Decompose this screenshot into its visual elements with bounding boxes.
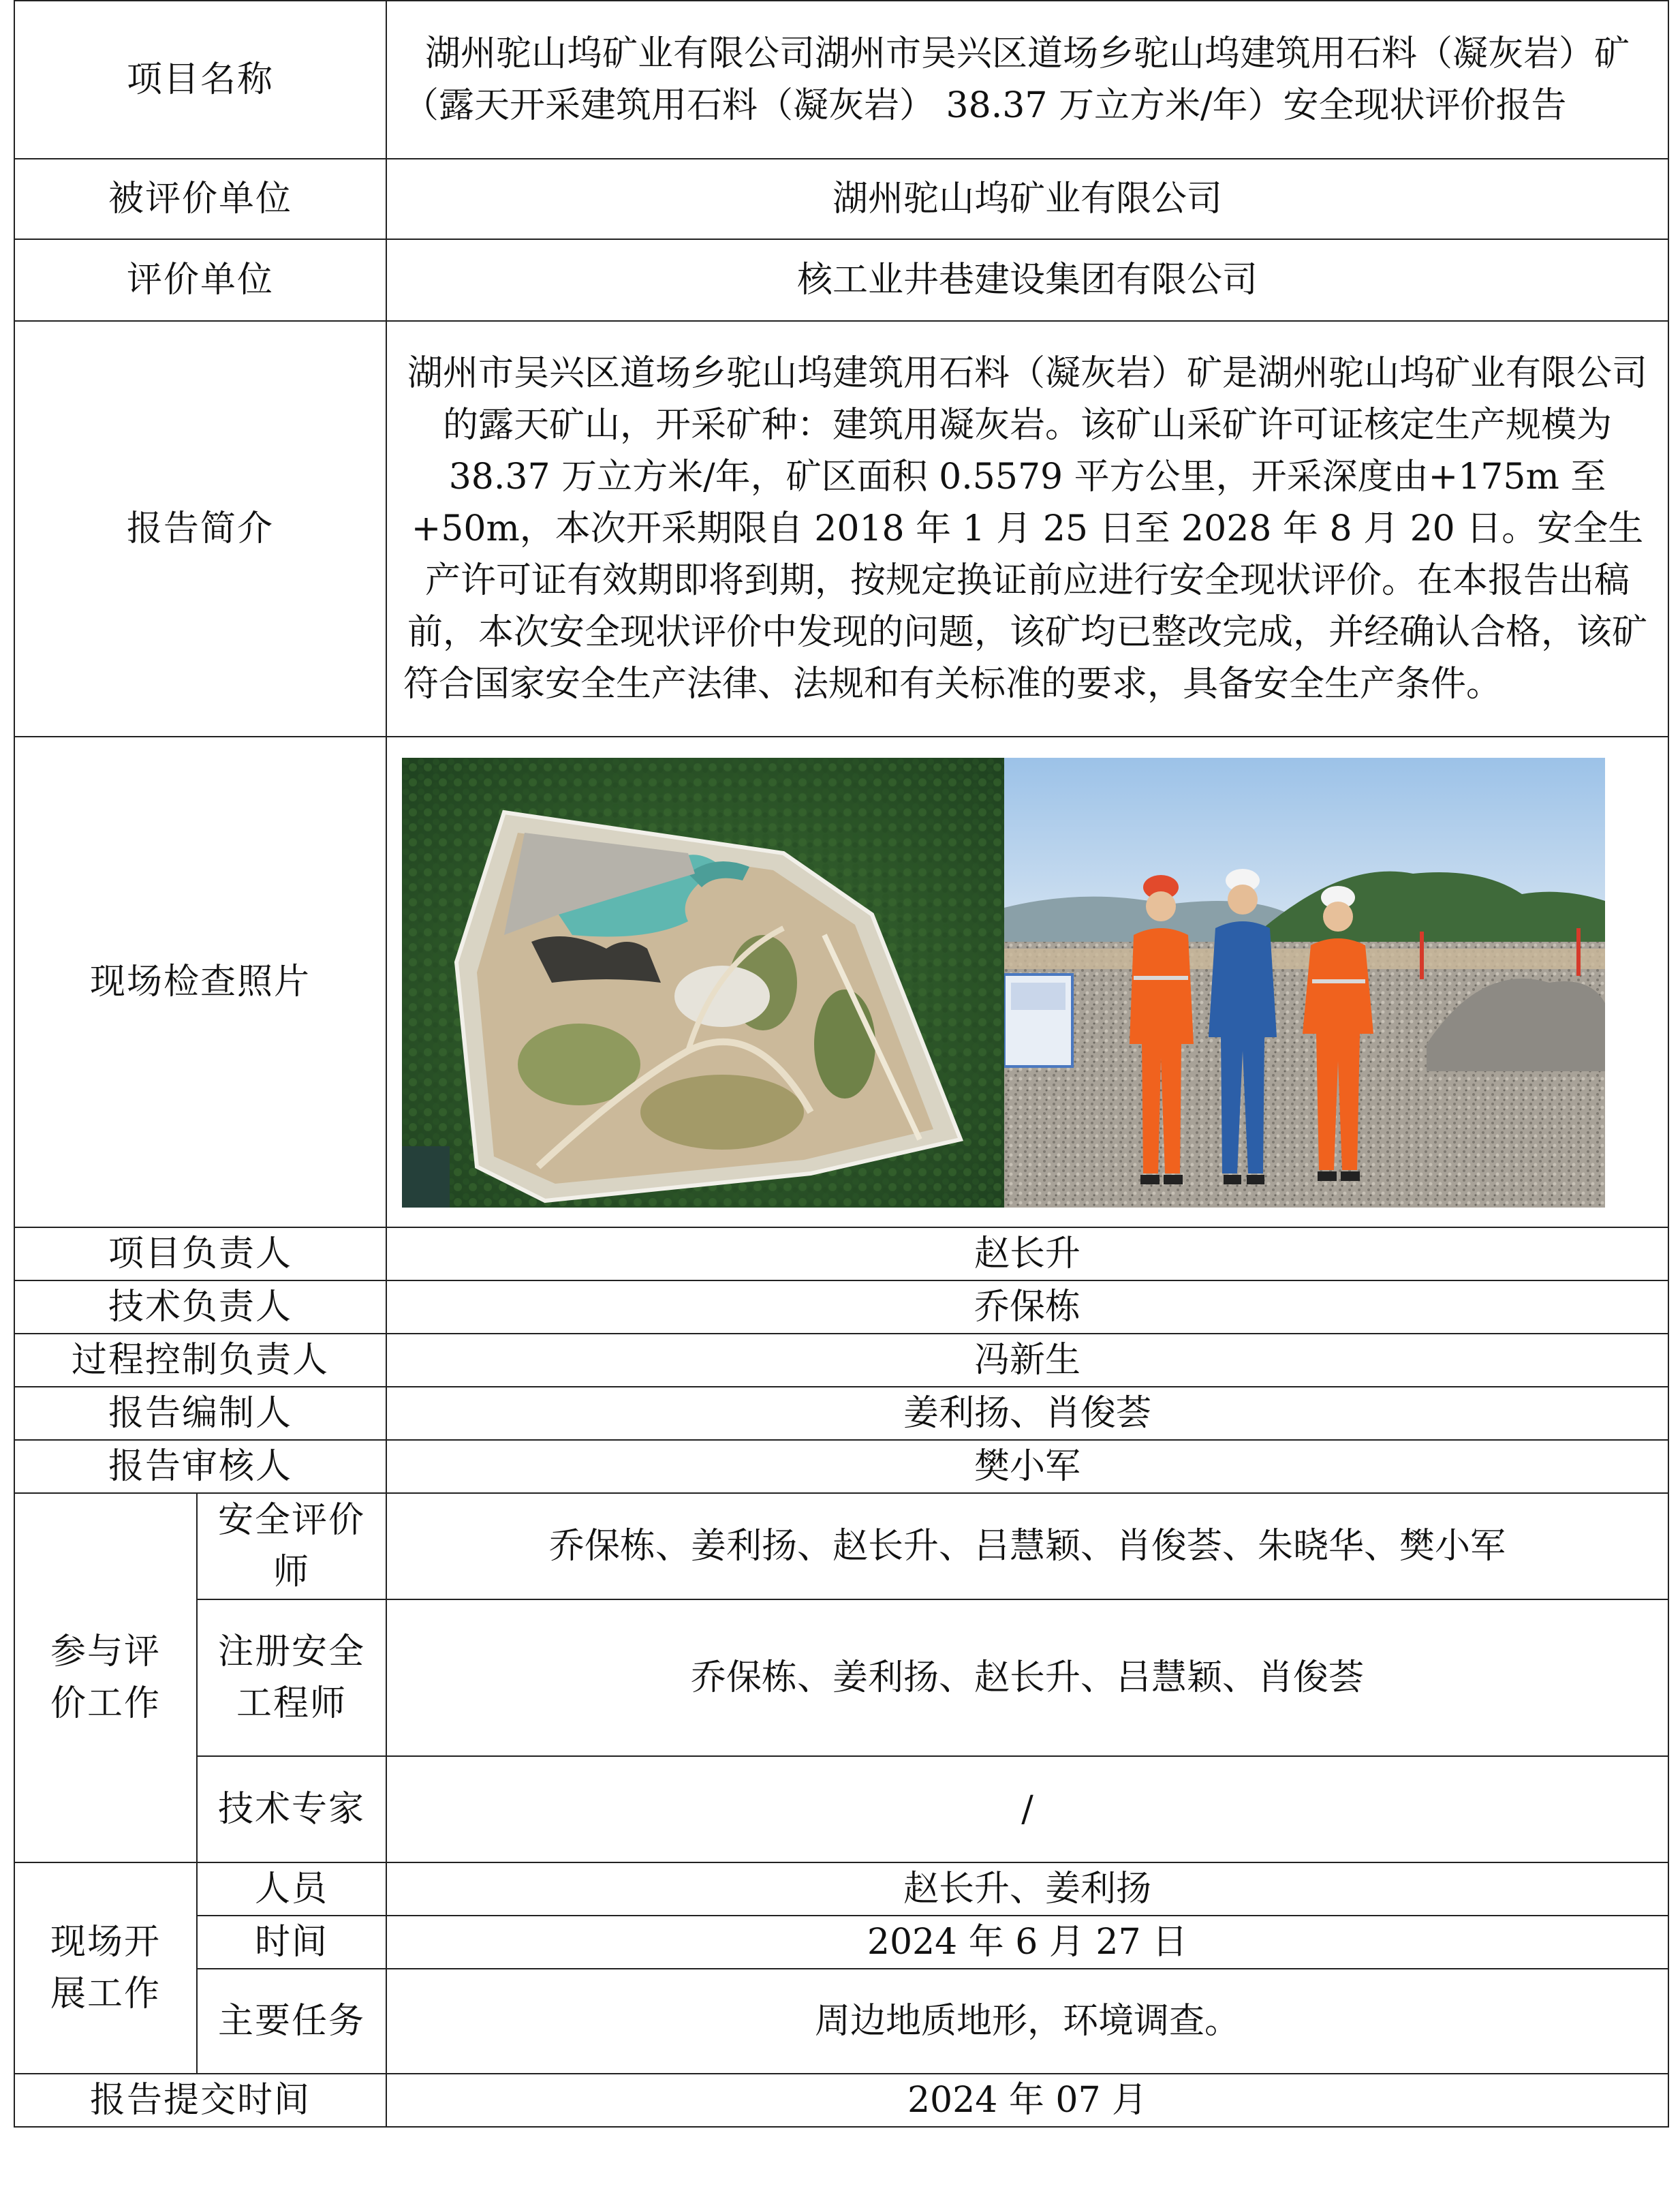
row-reviewer [14,1440,1668,1493]
value-summary: 湖州市吴兴区道场乡驼山坞建筑用石料（凝灰岩）矿是湖州驼山坞矿业有限公司的露天矿山，开采矿种：建筑用凝灰岩。该矿山采矿许可证核定生产规模为 38.37 万立方米/年，矿区面积 0.5579 平方公里，开采深度由+175m 至+50m，本次开采期限自 2018 年 1 月 25 日至 2028 年 8 月 20 日。安全生产许可证有效期即将到期，按规定换证前应进行安全现状评价。在本报告出稿前，本次安全现状评价中发现的问题，该矿均已整改完成，并经确认合格，该矿符合国家安全生产法律、法规和有关标准的要求，具备安全生产条件。 [386,321,1668,737]
row-field-time [14,1916,1668,1969]
row-field-personnel [14,1862,1668,1916]
value-submit-time: 2024 年 07 月 [386,2074,1668,2127]
label-compiler: 报告编制人 [14,1387,386,1440]
row-safety-evaluators [14,1493,1668,1599]
value-evaluating-unit: 核工业井巷建设集团有限公司 [386,239,1668,321]
label-evaluated-unit: 被评价单位 [14,159,386,239]
label-submit-time: 报告提交时间 [14,2074,386,2127]
label-field-tasks: 主要任务 [197,1969,386,2074]
row-submit-time [14,2074,1668,2127]
value-tech-experts: / [386,1756,1668,1862]
row-project-lead [14,1227,1668,1280]
value-tech-lead: 乔保栋 [386,1280,1668,1334]
row-process-lead [14,1334,1668,1387]
value-field-personnel: 赵长升、姜利扬 [386,1862,1668,1916]
value-registered-engineers: 乔保栋、姜利扬、赵长升、吕慧颖、肖俊荟 [386,1599,1668,1756]
site-photos [402,758,1605,1208]
photos-cell [386,737,1668,1227]
row-summary [14,321,1668,737]
label-field-time: 时间 [197,1916,386,1969]
label-project-name: 项目名称 [14,1,386,159]
row-project-name [14,1,1668,159]
label-field-personnel: 人员 [197,1862,386,1916]
label-field-work: 现场开展工作 [14,1862,197,2074]
value-evaluated-unit: 湖州驼山坞矿业有限公司 [386,159,1668,239]
site-team-photo [1004,758,1605,1208]
row-registered-engineers [14,1599,1668,1756]
label-tech-lead: 技术负责人 [14,1280,386,1334]
label-process-lead: 过程控制负责人 [14,1334,386,1387]
value-project-name: 湖州驼山坞矿业有限公司湖州市吴兴区道场乡驼山坞建筑用石料（凝灰岩）矿（露天开采建筑用石料（凝灰岩） 38.37 万立方米/年）安全现状评价报告 [386,1,1668,159]
label-project-lead: 项目负责人 [14,1227,386,1280]
label-participants: 参与评价工作 [14,1493,197,1862]
label-evaluating-unit: 评价单位 [14,239,386,321]
value-safety-evaluators: 乔保栋、姜利扬、赵长升、吕慧颖、肖俊荟、朱晓华、樊小军 [386,1493,1668,1599]
row-field-tasks [14,1969,1668,2074]
value-process-lead: 冯新生 [386,1334,1668,1387]
label-photos: 现场检查照片 [14,737,386,1227]
report-info-table [14,0,1669,2128]
label-summary: 报告简介 [14,321,386,737]
label-reviewer: 报告审核人 [14,1440,386,1493]
value-field-time: 2024 年 6 月 27 日 [386,1916,1668,1969]
value-project-lead: 赵长升 [386,1227,1668,1280]
aerial-quarry-photo [402,758,1004,1208]
row-compiler [14,1387,1668,1440]
row-evaluated-unit [14,159,1668,239]
label-tech-experts: 技术专家 [197,1756,386,1862]
label-registered-engineers: 注册安全工程师 [197,1599,386,1756]
row-photos [14,737,1668,1227]
value-compiler: 姜利扬、肖俊荟 [386,1387,1668,1440]
label-safety-evaluators: 安全评价师 [197,1493,386,1599]
row-evaluating-unit [14,239,1668,321]
value-field-tasks: 周边地质地形，环境调查。 [386,1969,1668,2074]
row-tech-experts [14,1756,1668,1862]
row-tech-lead [14,1280,1668,1334]
value-reviewer: 樊小军 [386,1440,1668,1493]
